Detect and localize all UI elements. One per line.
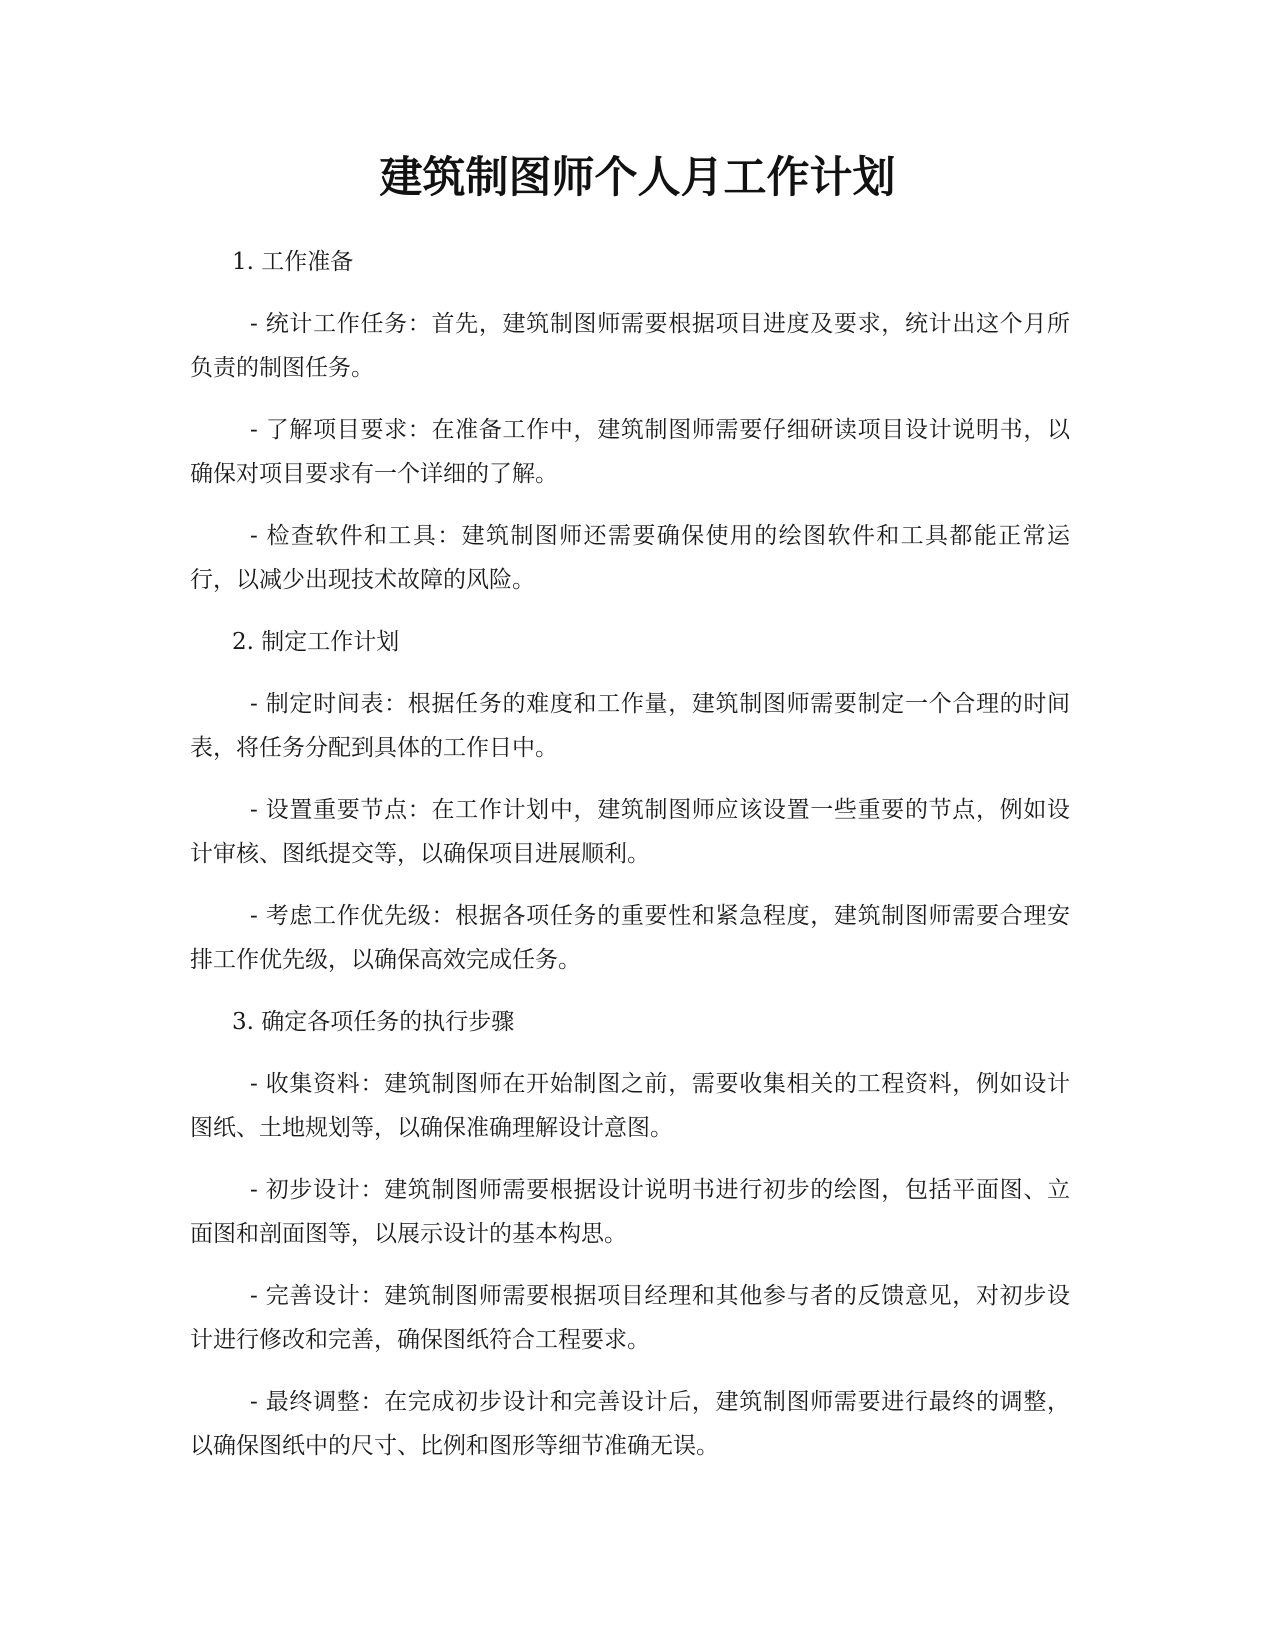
paragraph: - 统计工作任务：首先，建筑制图师需要根据项目进度及要求，统计出这个月所负责的制图任务。 [190, 311, 1070, 381]
paragraph: - 初步设计：建筑制图师需要根据设计说明书进行初步的绘图，包括平面图、立面图和剖面图等，以展示设计的基本构思。 [190, 1177, 1070, 1247]
section-heading: 2. 制定工作计划 [232, 629, 400, 655]
paragraph: - 考虑工作优先级：根据各项任务的重要性和紧急程度，建筑制图师需要合理安排工作优先级，以确保高效完成任务。 [190, 903, 1070, 973]
paragraph: - 收集资料：建筑制图师在开始制图之前，需要收集相关的工程资料，例如设计图纸、土地规划等，以确保准确理解设计意图。 [190, 1071, 1070, 1141]
paragraph: - 检查软件和工具：建筑制图师还需要确保使用的绘图软件和工具都能正常运行，以减少出现技术故障的风险。 [190, 523, 1070, 593]
section-1 [190, 240, 1070, 602]
paragraph: - 完善设计：建筑制图师需要根据项目经理和其他参与者的反馈意见，对初步设计进行修改和完善，确保图纸符合工程要求。 [190, 1283, 1070, 1353]
section-heading: 1. 工作准备 [232, 249, 354, 275]
section-2 [190, 620, 1070, 982]
paragraph: - 设置重要节点：在工作计划中，建筑制图师应该设置一些重要的节点，例如设计审核、图纸提交等，以确保项目进展顺利。 [190, 797, 1070, 867]
section-heading: 3. 确定各项任务的执行步骤 [232, 1009, 515, 1035]
paragraph: - 了解项目要求：在准备工作中，建筑制图师需要仔细研读项目设计说明书，以确保对项目要求有一个详细的了解。 [190, 417, 1070, 487]
section-3 [190, 1000, 1070, 1468]
paragraph: - 制定时间表：根据任务的难度和工作量，建筑制图师需要制定一个合理的时间表，将任务分配到具体的工作日中。 [190, 691, 1070, 761]
document-body [190, 240, 1070, 1486]
paragraph: - 最终调整：在完成初步设计和完善设计后，建筑制图师需要进行最终的调整，以确保图纸中的尺寸、比例和图形等细节准确无误。 [190, 1389, 1070, 1459]
page-title: 建筑制图师个人月工作计划 [379, 153, 896, 203]
